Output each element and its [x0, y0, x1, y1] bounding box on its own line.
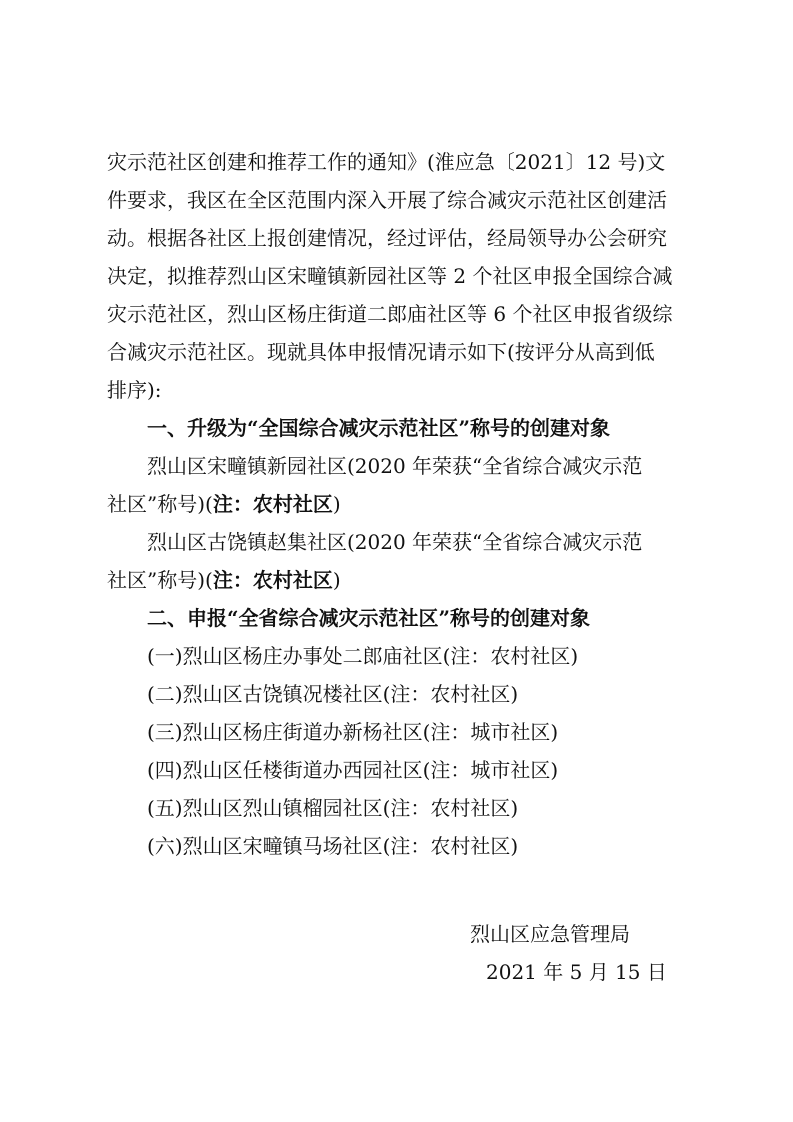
section1-heading: 一、升级为“全国综合减灾示范社区”称号的创建对象	[147, 416, 611, 440]
section1-item-line2	[107, 485, 690, 523]
intro-line: 合减灾示范社区。现就具体申报情况请示如下(按评分从高到低	[107, 340, 655, 364]
intro-paragraph	[107, 143, 690, 409]
signature-org: 烈山区应急管理局	[470, 922, 630, 946]
section2-heading: 二、申报“全省综合减灾示范社区”称号的创建对象	[147, 606, 591, 630]
section1-item-line2-tail: )	[332, 568, 341, 592]
section2-item: (五)烈山区烈山镇榴园社区(注：农村社区)	[147, 796, 519, 820]
section1-item-note: 注：农村社区	[212, 492, 333, 516]
section1-item-line1: 烈山区宋疃镇新园社区(2020 年荣获“全省综合减灾示范	[147, 454, 643, 478]
signature-block	[470, 915, 670, 991]
section2-item: (六)烈山区宋疃镇马场社区(注：农村社区)	[147, 834, 519, 858]
section2-item: (二)烈山区古饶镇况楼社区(注：农村社区)	[147, 682, 519, 706]
section2-item: (三)烈山区杨庄街道办新杨社区(注：城市社区)	[147, 720, 559, 744]
section1-item	[107, 447, 690, 523]
section1-item-line2-text: 社区”称号)(	[107, 492, 213, 516]
section2-item: (四)烈山区任楼街道办西园社区(注：城市社区)	[147, 758, 559, 782]
signature-date: 2021 年 5 月 15 日	[486, 960, 667, 984]
intro-line: 排序):	[107, 378, 162, 402]
intro-line: 件要求，我区在全区范围内深入开展了综合减灾示范社区创建活	[107, 188, 667, 212]
section2-item: (一)烈山区杨庄办事处二郎庙社区(注：农村社区)	[147, 644, 579, 668]
section1-item-line1: 烈山区古饶镇赵集社区(2020 年荣获“全省综合减灾示范	[147, 530, 643, 554]
section1-item	[107, 523, 690, 599]
section1-item-line2	[107, 561, 690, 599]
intro-line: 灾示范社区，烈山区杨庄街道二郎庙社区等 6 个社区申报省级综	[107, 302, 673, 326]
document-body	[107, 143, 690, 865]
section1-item-line2-tail: )	[332, 492, 341, 516]
intro-line: 决定，拟推荐烈山区宋疃镇新园社区等 2 个社区申报全国综合减	[107, 264, 673, 288]
intro-line: 灾示范社区创建和推荐工作的通知》(淮应急〔2021〕12 号)文	[107, 150, 666, 174]
section1-item-line2-text: 社区”称号)(	[107, 568, 213, 592]
intro-line: 动。根据各社区上报创建情况，经过评估，经局领导办公会研究	[107, 226, 667, 250]
section1-item-note: 注：农村社区	[212, 568, 333, 592]
